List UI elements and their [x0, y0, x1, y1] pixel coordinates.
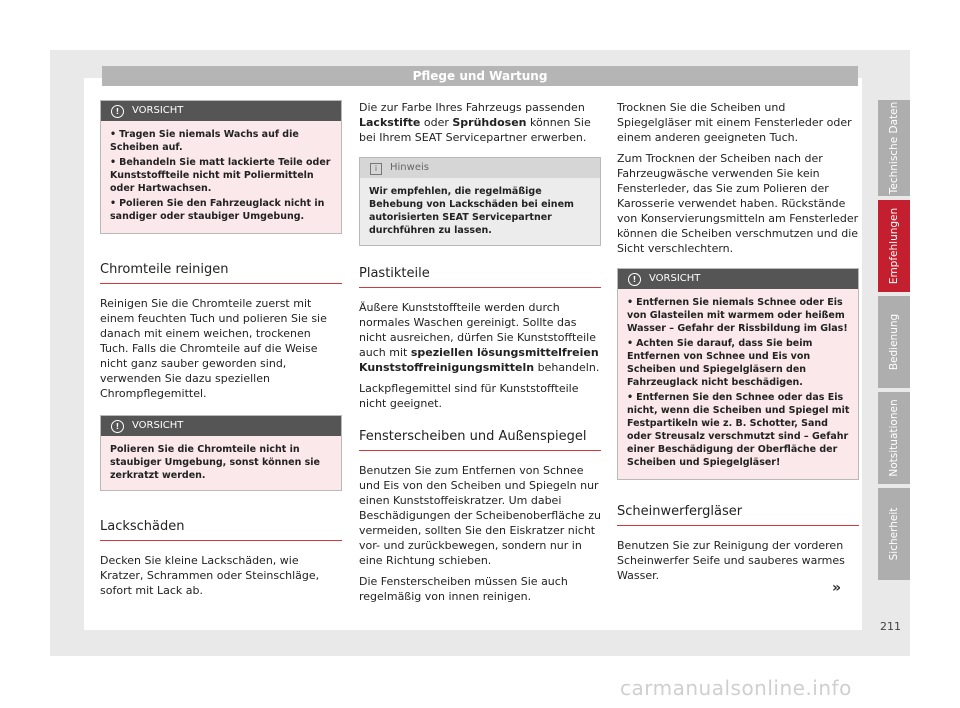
tab-empfehlungen[interactable]: Empfehlungen [878, 200, 910, 292]
section-heading-scheinwerfer: Scheinwerfergläser [617, 504, 859, 526]
chapter-tabs [878, 100, 910, 584]
warning-circle-icon: ! [111, 105, 124, 118]
section-heading-plastik: Plastikteile [359, 266, 601, 288]
hint-box [359, 157, 601, 246]
tab-notsituationen[interactable]: Notsituationen [878, 392, 910, 484]
list-item: • Entfernen Sie den Schnee oder das Eis nicht, wenn die Scheiben und Spiegel mit Festpartikeln wie z. B. Schotter, Sand oder Streusalz verschmutzt sind – Gefahr einer Beschädigung der Oberfläche der Scheiben und Spiegelgläser! [627, 392, 850, 468]
paragraph-trocknen-1: Trocknen Sie die Scheiben und Spiegelgläser mit einem Fensterleder oder einem anderen geeigneten Tuch. [617, 101, 852, 144]
tab-technische-daten[interactable]: Technische Daten [878, 100, 910, 196]
paragraph-lackpflege: Lackpflegemittel sind für Kunststoffteile nicht geeignet. [359, 382, 579, 410]
list-item: • Behandeln Sie matt lackierte Teile oder Kunststoffteile nicht mit Poliermitteln oder Hartwachsen. [110, 157, 331, 194]
hint-header: i Hinweis [360, 158, 600, 178]
continue-arrow-icon: » [832, 580, 842, 596]
caution-body [618, 289, 858, 479]
caution-box-2 [100, 415, 342, 491]
paragraph-fenster-2: Die Fensterscheiben müssen Sie auch regelmäßig von innen reinigen. [359, 575, 568, 603]
caution-header: ! VORSICHT [101, 416, 341, 436]
paragraph-chrom: Reinigen Sie die Chromteile zuerst mit einem feuchten Tuch und polieren Sie sie danach mit einem weichen, trockenen Tuch. Falls die Chromteile auf die Weise nicht ganz sauber geworden sind, verwenden Sie dazu speziellen Chrompflegemittel. [100, 297, 327, 400]
tab-sicherheit[interactable]: Sicherheit [878, 488, 910, 580]
list-item: • Tragen Sie niemals Wachs auf die Scheiben auf. [110, 129, 299, 153]
paragraph-scheinwerfer: Benutzen Sie zur Reinigung der vorderen Scheinwerfer Seife und sauberes warmes Wasser. [617, 539, 845, 582]
paragraph-trocknen-2: Zum Trocknen der Scheiben nach der Fahrzeugwäsche verwenden Sie kein Fensterleder, das Sie zum Polieren der Karosserie verwendet haben. Rückstände von Konservierungsmitteln am Fensterleder können die Scheiben verschmutzen und die Sicht verschlechtern. [617, 152, 859, 255]
tab-bedienung[interactable]: Bedienung [878, 296, 910, 388]
paragraph-plastik: Äußere Kunststoffteile werden durch normales Waschen gereinigt. Sollte das nicht ausreichen, dürfen Sie Kunststoffteile auch mit speziellen lösungsmittelfreien Kunststoffreinigungsmitteln behandeln. [359, 301, 600, 374]
watermark: carmanualsonline.info [620, 676, 852, 700]
section-heading-lack: Lackschäden [100, 519, 342, 541]
paragraph-lackstifte: Die zur Farbe Ihres Fahrzeugs passenden Lackstifte oder Sprühdosen können Sie bei Ihrem SEAT Servicepartner erwerben. [359, 101, 591, 144]
section-heading-fenster: Fensterscheiben und Außenspiegel [359, 429, 601, 451]
column-2 [359, 100, 601, 610]
paragraph-fenster-1: Benutzen Sie zum Entfernen von Schnee und Eis von den Scheiben und Spiegeln nur einen Kunststoffeiskratzer. Um dabei Beschädigungen der Scheibenoberfläche zu vermeiden, sollten Sie den Eiskratzer nicht vor- und zurückbewegen, sondern nur in eine Richtung schieben. [359, 464, 602, 567]
caution-body [101, 121, 341, 233]
section-heading-chrom: Chromteile reinigen [100, 262, 342, 284]
paragraph-lack: Decken Sie kleine Lackschäden, wie Kratzer, Schrammen oder Steinschläge, sofort mit Lack ab. [100, 554, 320, 597]
caution-box-1 [100, 100, 342, 234]
caution-header: ! VORSICHT [101, 101, 341, 121]
list-item: • Entfernen Sie niemals Schnee oder Eis von Glasteilen mit warmem oder heißem Wasser – Gefahr der Rissbildung im Glas! [627, 297, 848, 334]
list-item: • Polieren Sie den Fahrzeuglack nicht in sandiger oder staubiger Umgebung. [110, 198, 325, 222]
column-1 [100, 100, 342, 604]
page-header: Pflege und Wartung [102, 66, 858, 86]
caution-body: Polieren Sie die Chromteile nicht in staubiger Umgebung, sonst können sie zerkratzt werden. [101, 436, 341, 490]
warning-circle-icon: ! [628, 273, 641, 286]
caution-header: ! VORSICHT [618, 269, 858, 289]
caution-box-3 [617, 268, 859, 480]
column-3 [617, 100, 859, 589]
info-square-icon: i [370, 163, 382, 175]
hint-body: Wir empfehlen, die regelmäßige Behebung von Lackschäden bei einem autorisierten SEAT Servicepartner durchführen zu lassen. [360, 178, 600, 245]
warning-circle-icon: ! [111, 420, 124, 433]
list-item: • Achten Sie darauf, dass Sie beim Entfernen von Schnee und Eis von Scheiben und Spiegelgläsern den Fahrzeuglack nicht beschädigen. [627, 338, 813, 388]
page-number: 211 [880, 620, 901, 633]
